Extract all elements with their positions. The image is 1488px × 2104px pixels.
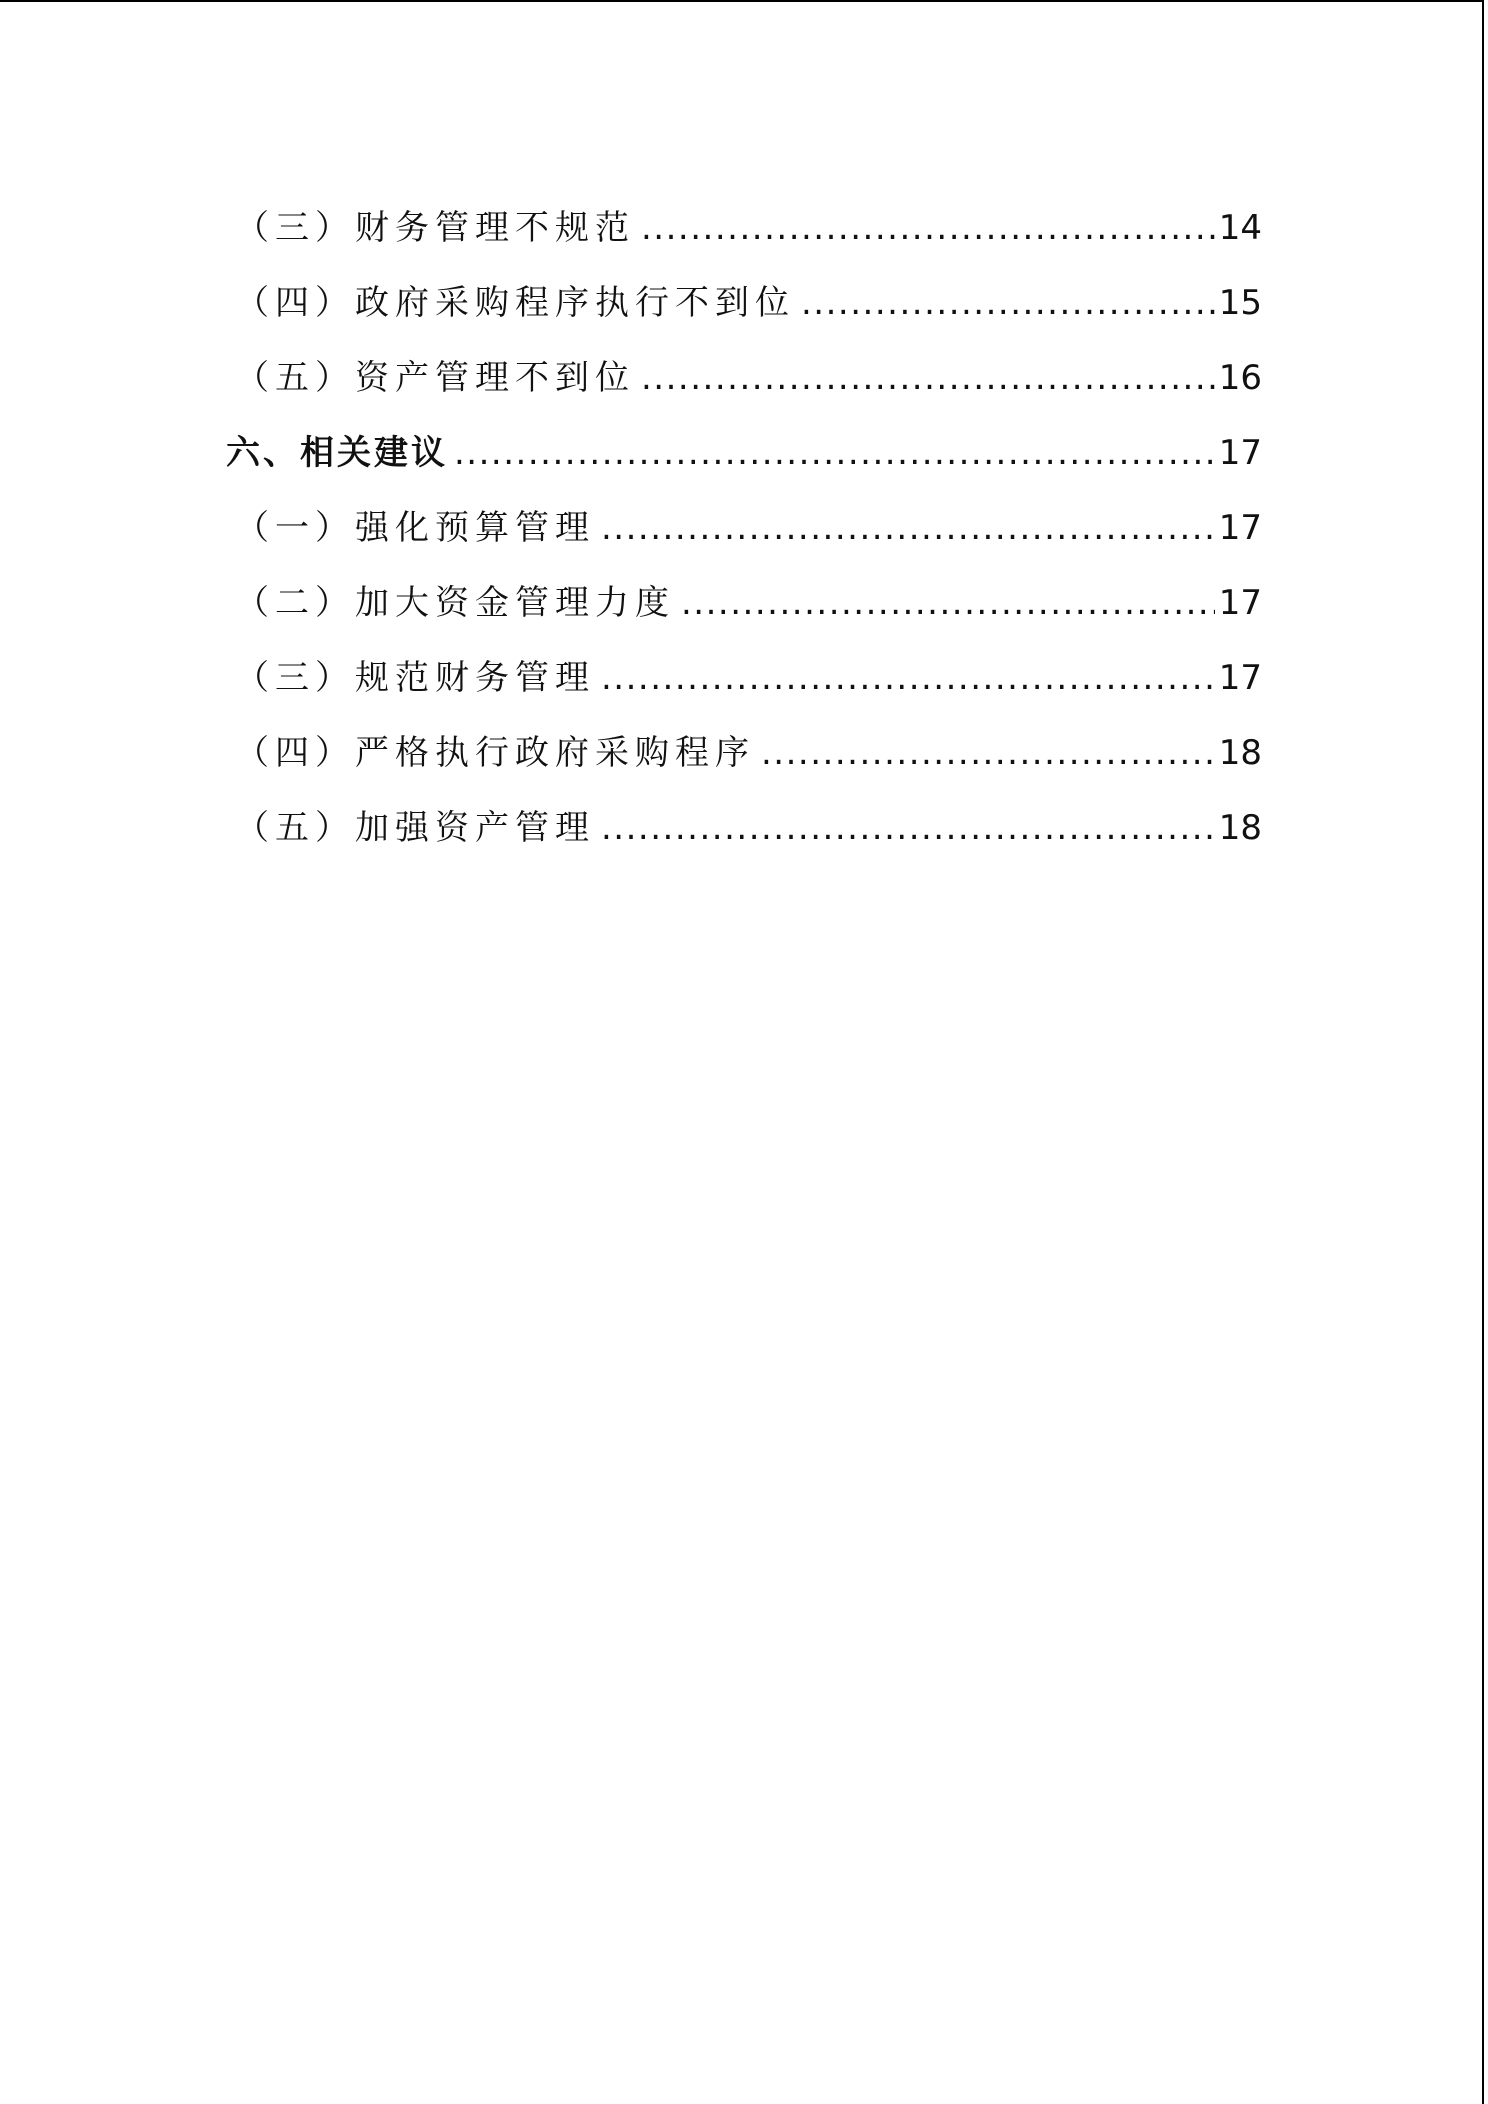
toc-page-number: 17 [1218,583,1262,623]
toc-entry[interactable] [226,191,1262,266]
toc-entry-title: （四）政府采购程序执行不到位 [235,283,795,323]
toc-page-number: 14 [1218,208,1262,248]
toc-entry[interactable] [226,641,1262,716]
toc-entry-title: （一）强化预算管理 [235,508,595,548]
toc-entry-title: 六、相关建议 [226,433,448,473]
toc-dot-leader [801,266,1215,341]
toc-dot-leader [761,716,1215,791]
toc-dot-leader [641,191,1215,266]
toc-section-heading[interactable] [226,416,1262,491]
toc-entry-title: （四）严格执行政府采购程序 [235,733,755,773]
toc-dot-leader [601,641,1215,716]
toc-page-number: 17 [1218,658,1262,698]
toc-dot-leader [601,791,1215,866]
toc-entry-title: （五）加强资产管理 [235,808,595,848]
toc-page-number: 16 [1218,358,1262,398]
toc-dot-leader [601,491,1215,566]
toc-page-number: 17 [1218,508,1262,548]
toc-dot-leader [681,566,1215,641]
toc-entry[interactable] [226,341,1262,416]
toc-page-number: 18 [1218,733,1262,773]
toc-page-number: 18 [1218,808,1262,848]
toc-entry[interactable] [226,491,1262,566]
toc-dot-leader [454,416,1215,491]
toc-page-number: 17 [1218,433,1262,473]
toc-entry[interactable] [226,716,1262,791]
toc-entry[interactable] [226,266,1262,341]
table-of-contents [226,191,1262,866]
toc-entry-title: （二）加大资金管理力度 [235,583,675,623]
toc-entry[interactable] [226,791,1262,866]
toc-entry[interactable] [226,566,1262,641]
toc-dot-leader [641,341,1215,416]
toc-page-number: 15 [1218,283,1262,323]
toc-entry-title: （三）财务管理不规范 [235,208,635,248]
toc-entry-title: （五）资产管理不到位 [235,358,635,398]
toc-entry-title: （三）规范财务管理 [235,658,595,698]
